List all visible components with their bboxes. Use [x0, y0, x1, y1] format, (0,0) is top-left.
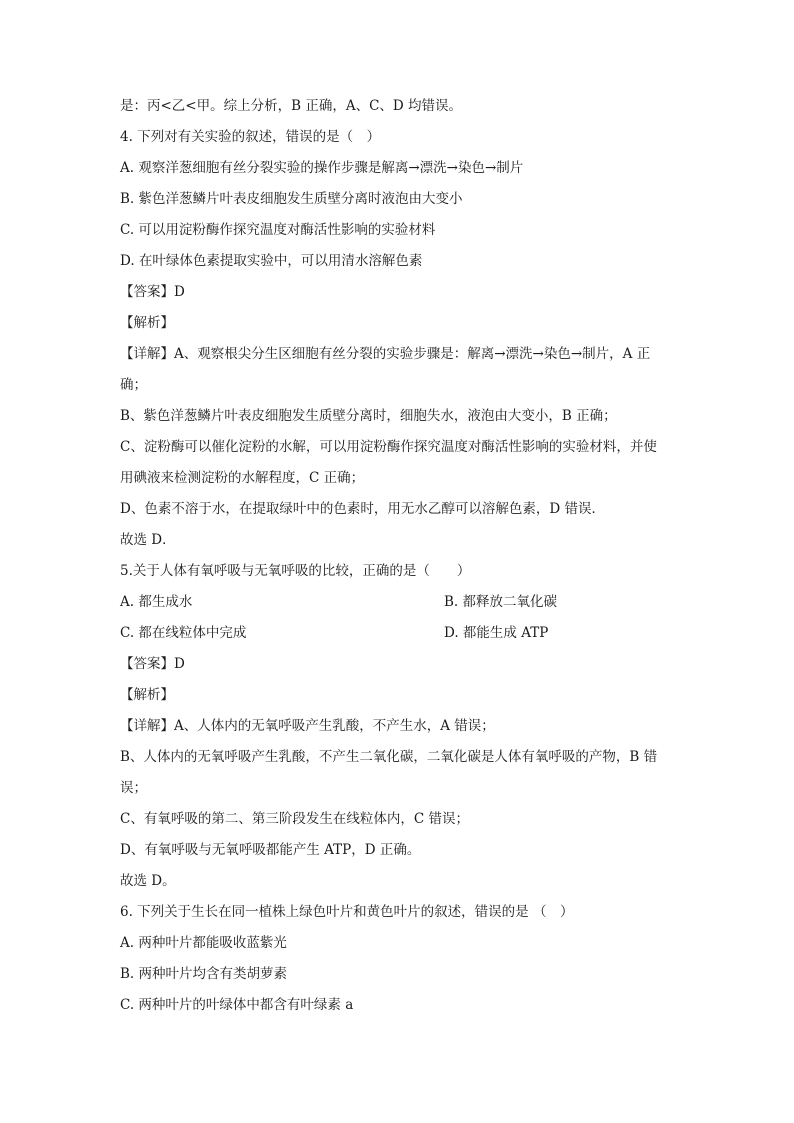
question-6-option-b: B. 两种叶片均含有类胡萝素 — [120, 966, 288, 982]
explanation-line: B、紫色洋葱鳞片叶表皮细胞发生质壁分离时，细胞失水，液泡由大变小，B 正确； — [120, 408, 617, 424]
conclusion-line: 故选 D。 — [120, 873, 176, 889]
question-6-option-a: A. 两种叶片都能吸收蓝紫光 — [120, 935, 287, 951]
explanation-line: D、色素不溶于水，在提取绿叶中的色素时，用无水乙醇可以溶解色素，D 错误． — [120, 501, 605, 517]
analysis-label: 【解析】 — [120, 315, 174, 331]
answer-label: 【答案】D — [120, 284, 185, 300]
conclusion-line: 故选 D． — [120, 532, 176, 548]
question-4-option-c: C. 可以用淀粉酶作探究温度对酶活性影响的实验材料 — [120, 222, 436, 238]
question-6-option-c: C. 两种叶片的叶绿体中都含有叶绿素 a — [120, 997, 354, 1013]
question-5-option-d: D. 都能生成 ATP — [444, 625, 549, 641]
analysis-label: 【解析】 — [120, 687, 174, 703]
explanation-line: C、淀粉酶可以催化淀粉的水解，可以用淀粉酶作探究温度对酶活性影响的实验材料，并使 — [120, 439, 657, 455]
text-line: 是：丙<乙<甲。综上分析，B 正确，A、C、D 均错误。 — [120, 98, 463, 114]
explanation-line: 用碘液来检测淀粉的水解程度，C 正确； — [120, 470, 365, 486]
explanation-line: 误； — [120, 780, 147, 796]
document-body — [120, 96, 680, 1026]
explanation-line: C、有氧呼吸的第二、第三阶段发生在线粒体内，C 错误； — [120, 811, 469, 827]
question-6-stem: 6. 下列关于生长在同一植株上绿色叶片和黄色叶片的叙述，错误的是 （ ） — [120, 904, 574, 920]
question-5-option-c: C. 都在线粒体中完成 — [120, 625, 247, 641]
explanation-line: D、有氧呼吸与无氧呼吸都能产生 ATP，D 正确。 — [120, 842, 421, 858]
question-5-option-a: A. 都生成水 — [120, 594, 193, 610]
question-4-option-b: B. 紫色洋葱鳞片叶表皮细胞发生质壁分离时液泡由大变小 — [120, 191, 463, 207]
question-5-options-row — [120, 592, 680, 623]
explanation-line: 【详解】A、人体内的无氧呼吸产生乳酸，不产生水，A 错误； — [120, 718, 495, 734]
explanation-line: 确； — [120, 377, 147, 393]
explanation-line: B、人体内的无氧呼吸产生乳酸，不产生二氧化碳，二氧化碳是人体有氧呼吸的产物，B 错 — [120, 749, 658, 765]
question-5-options-row — [120, 623, 680, 654]
answer-label: 【答案】D — [120, 656, 185, 672]
question-5-option-b: B. 都释放二氧化碳 — [444, 594, 558, 610]
question-4-option-d: D. 在叶绿体色素提取实验中，可以用清水溶解色素 — [120, 253, 423, 269]
question-4-stem: 4. 下列对有关实验的叙述，错误的是（ ） — [120, 129, 381, 145]
explanation-line: 【详解】A、观察根尖分生区细胞有丝分裂的实验步骤是：解离→漂洗→染色→制片，A 正 — [120, 346, 651, 362]
question-4-option-a: A. 观察洋葱细胞有丝分裂实验的操作步骤是解离→漂洗→染色→制片 — [120, 160, 524, 176]
question-5-stem: 5.关于人体有氧呼吸与无氧呼吸的比较，正确的是（ ） — [120, 563, 471, 579]
